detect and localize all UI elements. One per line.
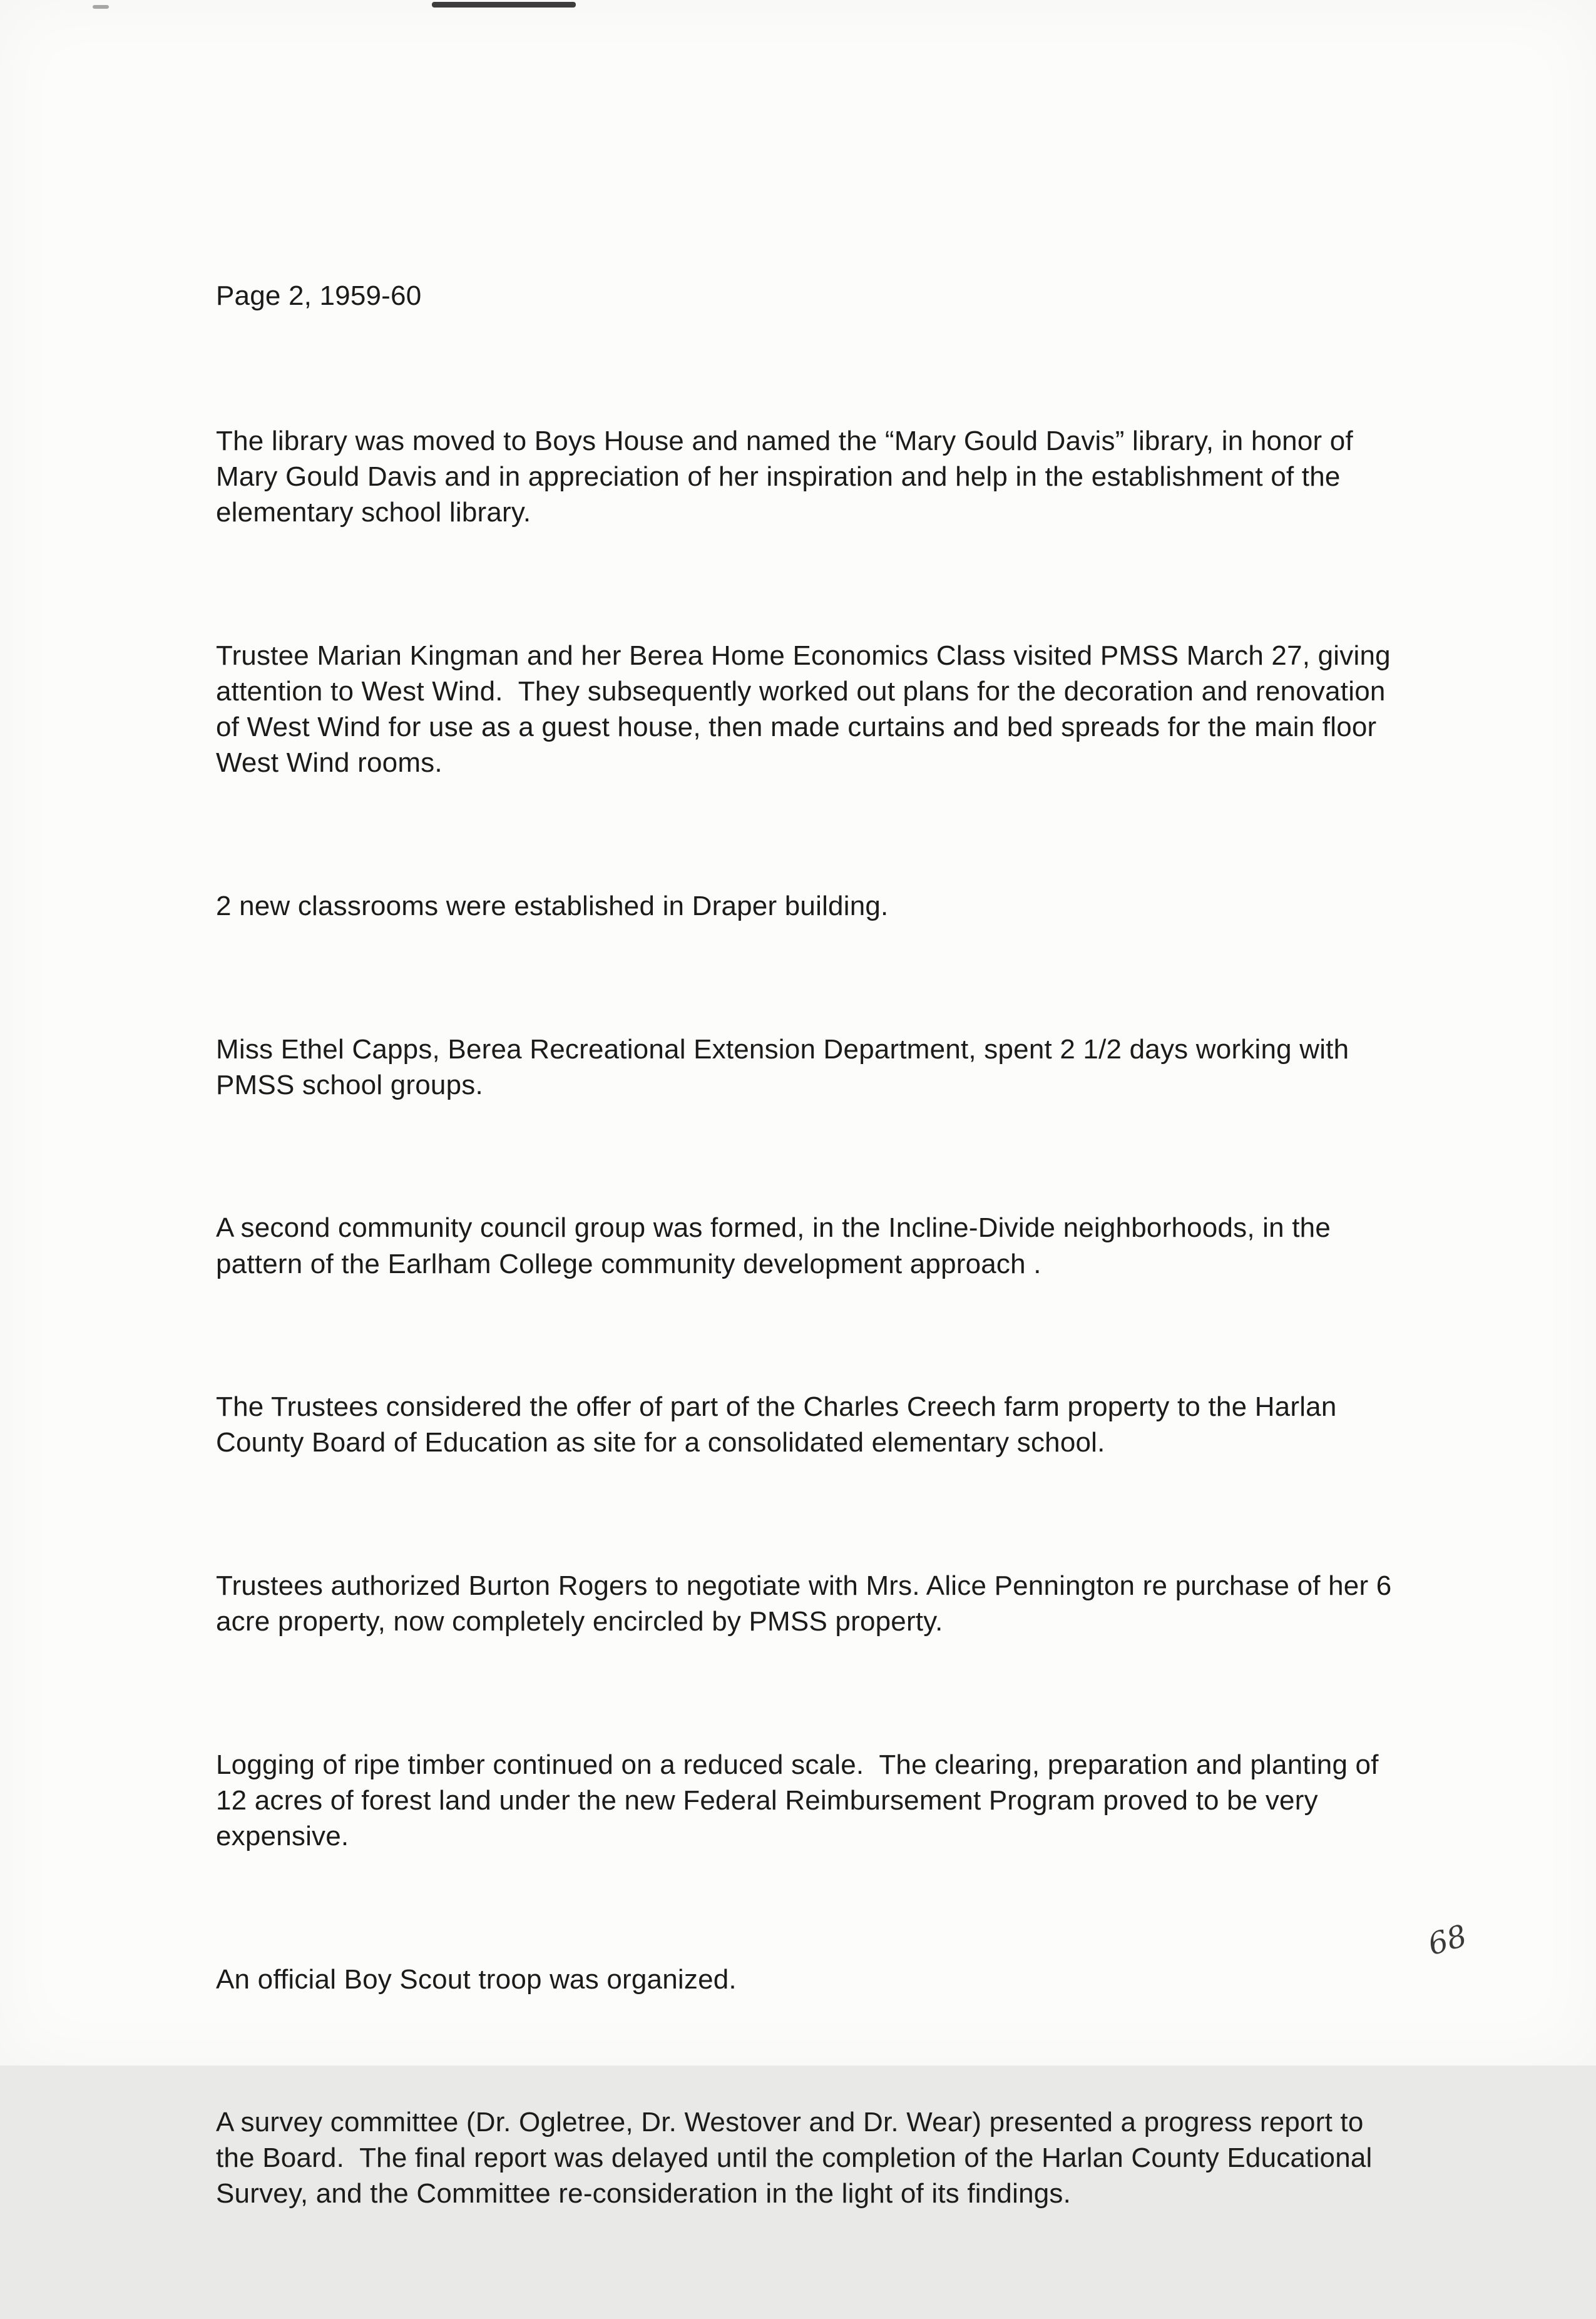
paragraph: An official Boy Scout troop was organized. — [216, 1963, 737, 1995]
paragraph: Trustee Marian Kingman and her Berea Home Economics Class visited PMSS March 27, giving attention to West Wind. They subsequently worked out plans for the decoration and renovation of West Wind for use as a guest house, then made curtains and bed spreads for the main floor West Wind rooms. — [216, 640, 1399, 779]
paragraph: Logging of ripe timber continued on a reduced scale. The clearing, preparation and planting of 12 acres of forest land under the new Federal Reimbursement Program proved to be very expensive. — [216, 1749, 1387, 1851]
paragraph: A second community council group was formed, in the Incline-Divide neighborhoods, in the pattern of the Earlham College community development approach . — [216, 1212, 1339, 1279]
handwritten-page-number: 68 — [1424, 1918, 1471, 1963]
paragraph: Trustees authorized Burton Rogers to negotiate with Mrs. Alice Pennington re purchase of her 6 acre property, now completely encircled by PMSS property. — [216, 1570, 1399, 1637]
document-body — [216, 207, 1399, 2319]
scan-artifact — [93, 5, 109, 9]
scan-artifact — [432, 2, 576, 8]
paragraph: The Trustees considered the offer of part of the Charles Creech farm property to the Harlan County Board of Education as site for a consolidated elementary school. — [216, 1391, 1344, 1458]
paragraph: 2 new classrooms were established in Draper building. — [216, 891, 889, 921]
page-header: Page 2, 1959-60 — [216, 280, 422, 312]
paragraph: Miss Ethel Capps, Berea Recreational Extension Department, spent 2 1/2 days working with PMSS school groups. — [216, 1033, 1357, 1100]
paragraph: A survey committee (Dr. Ogletree, Dr. Westover and Dr. Wear) presented a progress report to the Board. The final report was delayed until the completion of the Harlan County Educational Survey, and the Committee re-consideration in the light of its findings. — [216, 2107, 1380, 2209]
paragraph: The library was moved to Boys House and named the “Mary Gould Davis” library, in honor of Mary Gould Davis and in appreciation of her inspiration and help in the establishment of the elementary school library. — [216, 425, 1361, 528]
